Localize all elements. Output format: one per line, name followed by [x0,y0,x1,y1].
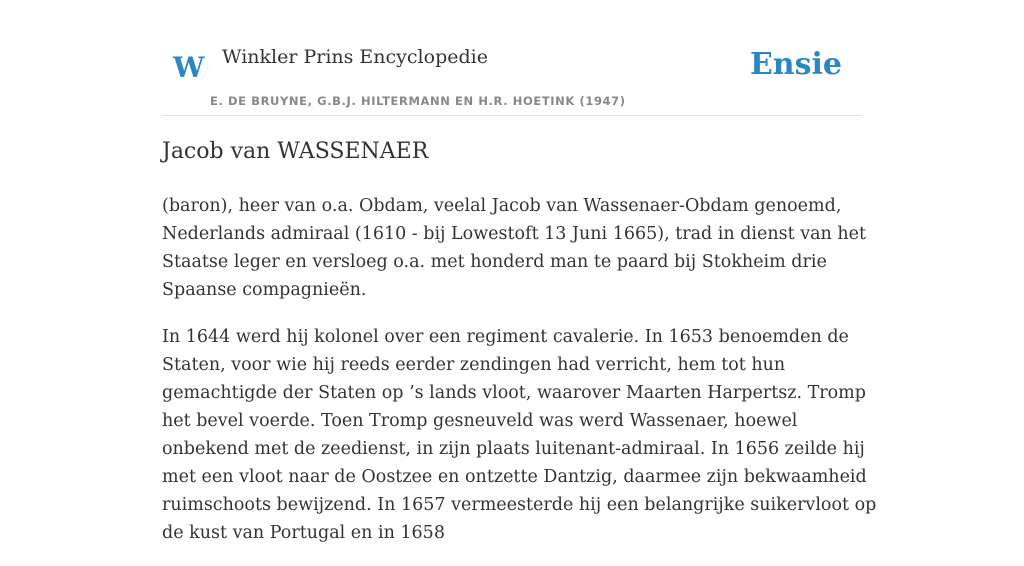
site-header [162,36,862,116]
publication-authors: E. DE BRUYNE, G.B.J. HILTERMANN EN H.R. HOETINK (1947) [210,94,626,108]
article-paragraph: (baron), heer van o.a. Obdam, veelal Jacob van Wassenaer-Obdam genoemd, Nederlands admiraal (1610 - bij Lowestoft 13 Juni 1665), trad in dienst van het Staatse leger en versloeg o.a. met honderd man te paard bij Stokheim drie Spaanse compagnieën. [162,196,867,300]
publication-title[interactable]: Winkler Prins Encyclopedie [222,46,488,68]
article-title: Jacob van WASSENAER [162,139,429,164]
ensie-logo[interactable]: Ensie [749,47,842,82]
article-paragraph: In 1644 werd hij kolonel over een regiment cavalerie. In 1653 benoemden de Staten, voor wie hij reeds eerder zendingen had verricht, hem tot hun gemachtigde der Staten op ’s lands vloot, waarover Maarten Harpertsz. Tromp het bevel voerde. Toen Tromp gesneuveld was werd Wassenaer, hoewel onbekend met de zeedienst, in zijn plaats luitenant-admiraal. In 1656 zeilde hij met een vloot naar de Oostzee en ontzette Dantzig, daarmee zijn bekwaamheid ruimschoots bewijzend. In 1657 vermeesterde hij een belangrijke suikervloot op de kust van Portugal en in 1658 [162,327,877,543]
article-body [162,192,882,566]
winkler-prins-logo[interactable]: W [173,51,205,84]
